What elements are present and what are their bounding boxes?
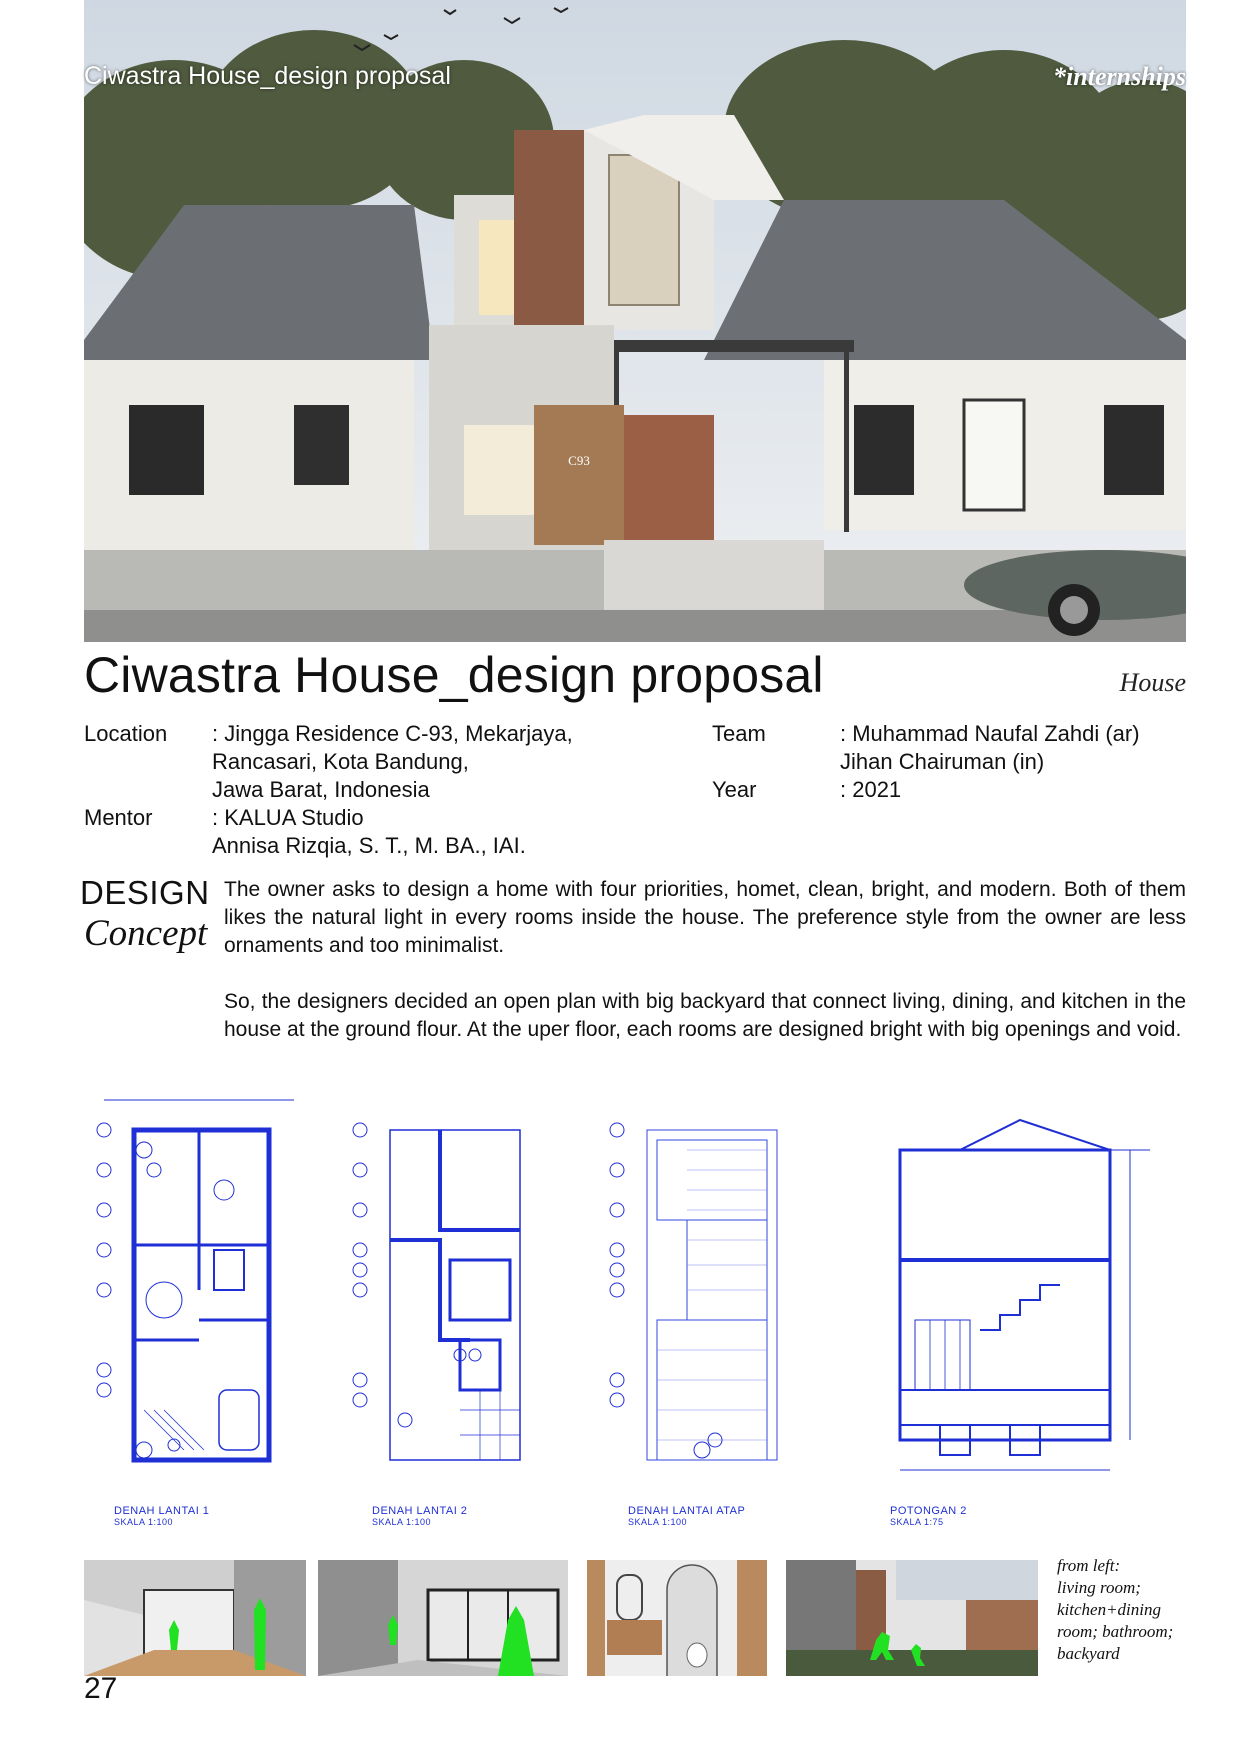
year-value: : 2021: [840, 777, 902, 802]
hero-caption: Ciwastra House_design proposal: [84, 62, 451, 90]
plan-1-label: [114, 1505, 209, 1527]
bathroom-image: [587, 1560, 767, 1676]
kitchen-dining-image: [318, 1560, 568, 1676]
concept-paragraph-2: So, the designers decided an open plan with big backyard that connect living, dining, and kitchen in the house at the ground flour. At the uper floor, each rooms are designed bright with big openings and void.: [224, 990, 1186, 1041]
plan-1-scale: SKALA 1:100: [114, 1517, 174, 1527]
design-heading: DESIGN: [80, 874, 210, 911]
plan-3-scale: SKALA 1:100: [628, 1517, 688, 1527]
plan-2-name: DENAH LANTAI 2: [372, 1505, 468, 1517]
hero-render-image: [84, 0, 1186, 642]
info-right: [712, 720, 1192, 810]
plan-2-label: [372, 1505, 467, 1527]
project-title: Ciwastra House_design proposal: [84, 647, 824, 703]
floor-plan-upper-drawing: [340, 1090, 560, 1490]
concept-paragraph-1: The owner asks to design a home with four priorities, homet, clean, bright, and modern. Both of them likes the natural light in every rooms inside the house. The preference style from the owner are less ornaments and too minimalist.: [224, 878, 1186, 957]
plan-2-scale: SKALA 1:100: [372, 1517, 432, 1527]
location-label: Location: [84, 721, 168, 746]
project-category: House: [1119, 668, 1186, 697]
roof-plan-drawing: [597, 1090, 817, 1490]
page-number: 27: [84, 1672, 118, 1705]
info-left: [84, 720, 644, 860]
mentor-label: Mentor: [84, 805, 153, 830]
plan-1-name: DENAH LANTAI 1: [114, 1505, 210, 1517]
plan-3-name: DENAH LANTAI ATAP: [628, 1505, 746, 1517]
section-scale: SKALA 1:75: [890, 1517, 944, 1527]
location-value: : Jingga Residence C-93, Mekarjaya, Rancasari, Kota Bandung, Jawa Barat, Indonesia: [212, 721, 573, 802]
section-drawing: [870, 1090, 1190, 1490]
concept-heading: Concept: [84, 913, 208, 954]
plan-3-label: [628, 1505, 745, 1527]
team-label: Team: [712, 721, 766, 746]
living-room-image: [84, 1560, 306, 1676]
photo-caption: from left: living room; kitchen+dining room; bathroom; backyard: [1057, 1556, 1174, 1663]
year-label: Year: [712, 777, 757, 802]
house-number-plate: C93: [568, 453, 590, 468]
team-value: : Muhammad Naufal Zahdi (ar) Jihan Chairuman (in): [840, 721, 1140, 774]
section-label: [890, 1505, 967, 1527]
backyard-image: [786, 1560, 1038, 1676]
floor-plan-ground-drawing: [84, 1090, 314, 1490]
section-name: POTONGAN 2: [890, 1505, 967, 1517]
hero-tag: *internships: [1053, 62, 1186, 91]
mentor-value: : KALUA Studio Annisa Rizqia, S. T., M. BA., IAI.: [212, 805, 526, 858]
